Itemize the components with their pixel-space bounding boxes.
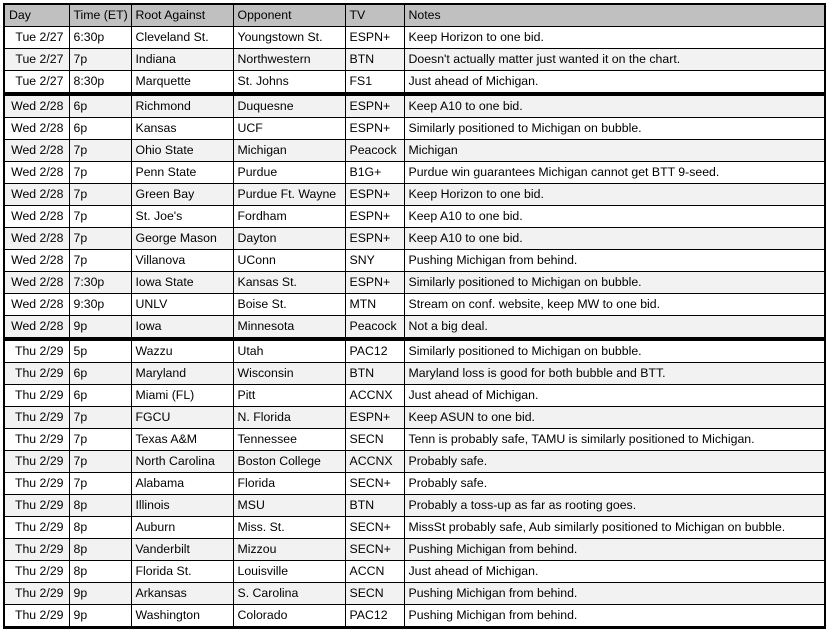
cell-notes[interactable]: Pushing Michigan from behind. (404, 583, 825, 605)
cell-time[interactable]: 7p (69, 429, 131, 451)
cell-root[interactable]: Indiana (131, 49, 233, 71)
cell-root[interactable]: Miami (FL) (131, 385, 233, 407)
cell-time[interactable]: 5p (69, 339, 131, 363)
cell-root[interactable]: Penn State (131, 162, 233, 184)
cell-tv[interactable]: ESPN+ (345, 184, 404, 206)
cell-day[interactable]: Thu 2/29 (4, 539, 69, 561)
cell-tv[interactable]: ESPN+ (345, 27, 404, 49)
cell-notes[interactable]: Pushing Michigan from behind. (404, 539, 825, 561)
cell-day[interactable]: Thu 2/29 (4, 407, 69, 429)
cell-opponent[interactable]: Kansas St. (233, 272, 345, 294)
table-row[interactable] (4, 316, 825, 340)
cell-root[interactable]: Arkansas (131, 583, 233, 605)
cell-root[interactable]: Cleveland St. (131, 27, 233, 49)
cell-tv[interactable]: BTN (345, 49, 404, 71)
cell-tv[interactable]: BTN (345, 495, 404, 517)
table-row[interactable] (4, 140, 825, 162)
cell-opponent[interactable]: Michigan (233, 140, 345, 162)
column-header-time[interactable]: Time (ET) (69, 4, 131, 27)
cell-notes[interactable]: Tenn is probably safe, TAMU is similarly positioned to Michigan. (404, 429, 825, 451)
cell-opponent[interactable]: Northwestern (233, 49, 345, 71)
cell-notes[interactable]: Just ahead of Michigan. (404, 385, 825, 407)
cell-time[interactable]: 9p (69, 583, 131, 605)
cell-tv[interactable]: ESPN+ (345, 206, 404, 228)
cell-day[interactable]: Wed 2/28 (4, 162, 69, 184)
cell-root[interactable]: Illinois (131, 495, 233, 517)
cell-tv[interactable]: PAC12 (345, 605, 404, 628)
cell-notes[interactable]: Keep A10 to one bid. (404, 206, 825, 228)
cell-day[interactable]: Wed 2/28 (4, 272, 69, 294)
cell-tv[interactable]: Peacock (345, 140, 404, 162)
cell-root[interactable]: Richmond (131, 94, 233, 118)
cell-opponent[interactable]: Pitt (233, 385, 345, 407)
cell-notes[interactable]: Similarly positioned to Michigan on bubble. (404, 272, 825, 294)
cell-time[interactable]: 9:30p (69, 294, 131, 316)
cell-root[interactable]: Alabama (131, 473, 233, 495)
cell-notes[interactable]: MissSt probably safe, Aub similarly positioned to Michigan on bubble. (404, 517, 825, 539)
cell-tv[interactable]: PAC12 (345, 339, 404, 363)
cell-opponent[interactable]: Purdue Ft. Wayne (233, 184, 345, 206)
cell-time[interactable]: 6p (69, 118, 131, 140)
cell-tv[interactable]: MTN (345, 294, 404, 316)
cell-time[interactable]: 9p (69, 316, 131, 340)
cell-opponent[interactable]: UConn (233, 250, 345, 272)
cell-tv[interactable]: BTN (345, 363, 404, 385)
cell-notes[interactable]: Stream on conf. website, keep MW to one bid. (404, 294, 825, 316)
cell-tv[interactable]: SECN+ (345, 473, 404, 495)
table-row[interactable] (4, 49, 825, 71)
cell-day[interactable]: Wed 2/28 (4, 316, 69, 340)
cell-notes[interactable]: Michigan (404, 140, 825, 162)
cell-root[interactable]: Iowa State (131, 272, 233, 294)
cell-root[interactable]: Villanova (131, 250, 233, 272)
cell-time[interactable]: 7p (69, 49, 131, 71)
cell-time[interactable]: 7p (69, 451, 131, 473)
table-row[interactable] (4, 495, 825, 517)
column-header-root[interactable]: Root Against (131, 4, 233, 27)
cell-time[interactable]: 7p (69, 206, 131, 228)
cell-tv[interactable]: ACCNX (345, 451, 404, 473)
rooting-guide-table (3, 3, 826, 629)
cell-root[interactable]: Ohio State (131, 140, 233, 162)
cell-tv[interactable]: B1G+ (345, 162, 404, 184)
cell-opponent[interactable]: Colorado (233, 605, 345, 628)
table-row[interactable] (4, 517, 825, 539)
header-row (4, 4, 825, 27)
cell-time[interactable]: 7p (69, 140, 131, 162)
cell-opponent[interactable]: Louisville (233, 561, 345, 583)
cell-notes[interactable]: Similarly positioned to Michigan on bubble. (404, 339, 825, 363)
cell-opponent[interactable]: Tennessee (233, 429, 345, 451)
cell-notes[interactable]: Probably safe. (404, 451, 825, 473)
cell-tv[interactable]: SECN+ (345, 517, 404, 539)
cell-tv[interactable]: ESPN+ (345, 407, 404, 429)
cell-opponent[interactable]: N. Florida (233, 407, 345, 429)
table-row[interactable] (4, 473, 825, 495)
table-row[interactable] (4, 407, 825, 429)
cell-time[interactable]: 7p (69, 473, 131, 495)
cell-time[interactable]: 7p (69, 250, 131, 272)
cell-opponent[interactable]: MSU (233, 495, 345, 517)
cell-notes[interactable]: Doesn't actually matter just wanted it on the chart. (404, 49, 825, 71)
cell-time[interactable]: 6:30p (69, 27, 131, 49)
cell-notes[interactable]: Not a big deal. (404, 316, 825, 340)
table-header (4, 4, 825, 27)
table-row[interactable] (4, 228, 825, 250)
cell-root[interactable]: Maryland (131, 363, 233, 385)
cell-time[interactable]: 7p (69, 228, 131, 250)
cell-notes[interactable]: Keep A10 to one bid. (404, 228, 825, 250)
cell-root[interactable]: Florida St. (131, 561, 233, 583)
cell-notes[interactable]: Purdue win guarantees Michigan cannot get BTT 9-seed. (404, 162, 825, 184)
cell-day[interactable]: Thu 2/29 (4, 583, 69, 605)
cell-root[interactable]: Auburn (131, 517, 233, 539)
table-row[interactable] (4, 118, 825, 140)
table-row[interactable] (4, 272, 825, 294)
cell-tv[interactable]: ESPN+ (345, 228, 404, 250)
table-row[interactable] (4, 605, 825, 628)
cell-time[interactable]: 7p (69, 184, 131, 206)
cell-tv[interactable]: ACCNX (345, 385, 404, 407)
cell-day[interactable]: Wed 2/28 (4, 228, 69, 250)
cell-day[interactable]: Thu 2/29 (4, 605, 69, 628)
cell-day[interactable]: Tue 2/27 (4, 27, 69, 49)
cell-opponent[interactable]: St. Johns (233, 71, 345, 95)
table-row[interactable] (4, 184, 825, 206)
table-row[interactable] (4, 583, 825, 605)
cell-tv[interactable]: ESPN+ (345, 94, 404, 118)
cell-root[interactable]: St. Joe's (131, 206, 233, 228)
cell-opponent[interactable]: Boise St. (233, 294, 345, 316)
cell-root[interactable]: Vanderbilt (131, 539, 233, 561)
cell-time[interactable]: 7:30p (69, 272, 131, 294)
table-row[interactable] (4, 385, 825, 407)
cell-day[interactable]: Wed 2/28 (4, 140, 69, 162)
cell-time[interactable]: 8p (69, 495, 131, 517)
cell-root[interactable]: Texas A&M (131, 429, 233, 451)
cell-root[interactable]: Iowa (131, 316, 233, 340)
cell-root[interactable]: Wazzu (131, 339, 233, 363)
cell-root[interactable]: Marquette (131, 71, 233, 95)
cell-day[interactable]: Thu 2/29 (4, 473, 69, 495)
table-row[interactable] (4, 250, 825, 272)
cell-opponent[interactable]: Florida (233, 473, 345, 495)
cell-root[interactable]: UNLV (131, 294, 233, 316)
cell-root[interactable]: Kansas (131, 118, 233, 140)
table-row[interactable] (4, 162, 825, 184)
cell-notes[interactable]: Probably a toss-up as far as rooting goes. (404, 495, 825, 517)
table-row[interactable] (4, 561, 825, 583)
cell-day[interactable]: Wed 2/28 (4, 250, 69, 272)
cell-notes[interactable]: Pushing Michigan from behind. (404, 250, 825, 272)
cell-day[interactable]: Thu 2/29 (4, 517, 69, 539)
table-row[interactable] (4, 71, 825, 95)
cell-time[interactable]: 8p (69, 561, 131, 583)
column-header-tv[interactable]: TV (345, 4, 404, 27)
cell-day[interactable]: Wed 2/28 (4, 184, 69, 206)
cell-tv[interactable]: SECN+ (345, 539, 404, 561)
cell-root[interactable]: North Carolina (131, 451, 233, 473)
cell-notes[interactable]: Keep A10 to one bid. (404, 94, 825, 118)
cell-tv[interactable]: SECN (345, 429, 404, 451)
cell-opponent[interactable]: Youngstown St. (233, 27, 345, 49)
cell-day[interactable]: Wed 2/28 (4, 94, 69, 118)
cell-notes[interactable]: Just ahead of Michigan. (404, 71, 825, 95)
cell-opponent[interactable]: Miss. St. (233, 517, 345, 539)
table-row[interactable] (4, 429, 825, 451)
cell-time[interactable]: 6p (69, 363, 131, 385)
cell-day[interactable]: Wed 2/28 (4, 118, 69, 140)
cell-day[interactable]: Wed 2/28 (4, 294, 69, 316)
cell-notes[interactable]: Pushing Michigan from behind. (404, 605, 825, 628)
table-row[interactable] (4, 206, 825, 228)
table-row[interactable] (4, 363, 825, 385)
cell-tv[interactable]: ESPN+ (345, 118, 404, 140)
cell-opponent[interactable]: Utah (233, 339, 345, 363)
column-header-opponent[interactable]: Opponent (233, 4, 345, 27)
cell-time[interactable]: 8p (69, 517, 131, 539)
cell-day[interactable]: Tue 2/27 (4, 49, 69, 71)
cell-notes[interactable]: Maryland loss is good for both bubble and BTT. (404, 363, 825, 385)
cell-notes[interactable]: Just ahead of Michigan. (404, 561, 825, 583)
cell-tv[interactable]: ESPN+ (345, 272, 404, 294)
cell-time[interactable]: 8p (69, 539, 131, 561)
cell-time[interactable]: 6p (69, 94, 131, 118)
cell-day[interactable]: Thu 2/29 (4, 385, 69, 407)
table-row[interactable] (4, 94, 825, 118)
cell-tv[interactable]: SNY (345, 250, 404, 272)
cell-day[interactable]: Thu 2/29 (4, 363, 69, 385)
cell-opponent[interactable]: Mizzou (233, 539, 345, 561)
cell-root[interactable]: Green Bay (131, 184, 233, 206)
cell-day[interactable]: Thu 2/29 (4, 495, 69, 517)
cell-day[interactable]: Thu 2/29 (4, 561, 69, 583)
cell-opponent[interactable]: UCF (233, 118, 345, 140)
column-header-day[interactable]: Day (4, 4, 69, 27)
table-row[interactable] (4, 451, 825, 473)
cell-notes[interactable]: Keep Horizon to one bid. (404, 27, 825, 49)
column-header-notes[interactable]: Notes (404, 4, 825, 27)
cell-root[interactable]: FGCU (131, 407, 233, 429)
cell-opponent[interactable]: S. Carolina (233, 583, 345, 605)
table-row[interactable] (4, 539, 825, 561)
table-body (4, 27, 825, 628)
cell-day[interactable]: Thu 2/29 (4, 429, 69, 451)
cell-opponent[interactable]: Fordham (233, 206, 345, 228)
cell-opponent[interactable]: Boston College (233, 451, 345, 473)
table-row[interactable] (4, 27, 825, 49)
cell-opponent[interactable]: Wisconsin (233, 363, 345, 385)
cell-day[interactable]: Wed 2/28 (4, 206, 69, 228)
cell-notes[interactable]: Keep ASUN to one bid. (404, 407, 825, 429)
cell-opponent[interactable]: Purdue (233, 162, 345, 184)
cell-time[interactable]: 9p (69, 605, 131, 628)
cell-root[interactable]: Washington (131, 605, 233, 628)
cell-opponent[interactable]: Duquesne (233, 94, 345, 118)
table-row[interactable] (4, 339, 825, 363)
cell-day[interactable]: Thu 2/29 (4, 451, 69, 473)
cell-tv[interactable]: ACCN (345, 561, 404, 583)
cell-opponent[interactable]: Minnesota (233, 316, 345, 340)
cell-time[interactable]: 6p (69, 385, 131, 407)
table-row[interactable] (4, 294, 825, 316)
cell-notes[interactable]: Keep Horizon to one bid. (404, 184, 825, 206)
cell-notes[interactable]: Similarly positioned to Michigan on bubble. (404, 118, 825, 140)
cell-day[interactable]: Thu 2/29 (4, 339, 69, 363)
cell-notes[interactable]: Probably safe. (404, 473, 825, 495)
cell-root[interactable]: George Mason (131, 228, 233, 250)
cell-time[interactable]: 8:30p (69, 71, 131, 95)
cell-opponent[interactable]: Dayton (233, 228, 345, 250)
cell-tv[interactable]: FS1 (345, 71, 404, 95)
cell-time[interactable]: 7p (69, 407, 131, 429)
cell-time[interactable]: 7p (69, 162, 131, 184)
cell-day[interactable]: Tue 2/27 (4, 71, 69, 95)
cell-tv[interactable]: SECN (345, 583, 404, 605)
cell-tv[interactable]: Peacock (345, 316, 404, 340)
